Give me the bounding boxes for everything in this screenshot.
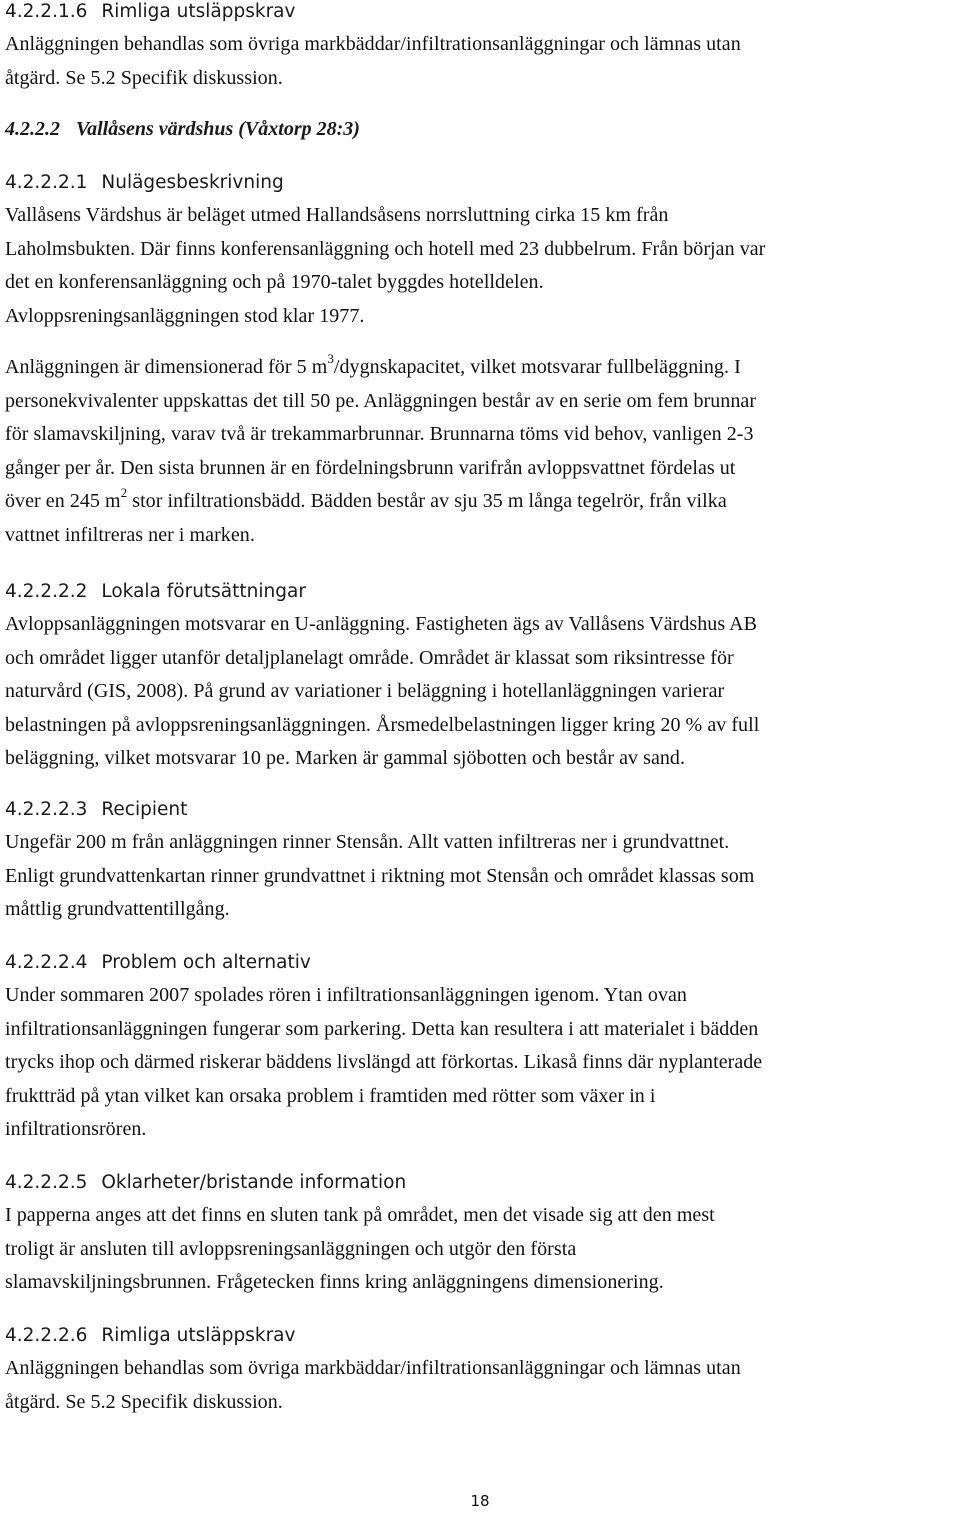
paragraph: Anläggningen är dimensionerad för 5 $m^3$/dygnskapacitet, vilket motsvarar fullbeläggning. I personekvivalenter uppskattas det till 50 pe. Anläggningen består av en serie om fem brunnar för slamavskiljning, varav två är trekammarbrunnar. Brunnarna töms vid behov, vanligen 2-3 gånger per år. Den sista brunnen är en fördelningsbrunn varifrån avloppsvattnet fördelas ut över en 245 $m^2$ stor infiltrationsbädd. Bädden består av sju 35 m långa tegelrör, från vilka vattnet infiltreras ner i marken. [5,351,757,546]
section-4-2-2-2-4 [5,950,762,1147]
heading-rimliga-utslappskrav-2: 4.2.2.2.6 Rimliga utsläppskrav [5,1325,296,1346]
paragraph: Vallåsens Värdshus är beläget utmed Hallandsåsens norrsluttning cirka 15 km från Laholmsbukten. Där finns konferensanläggning och hotell med 23 dubbelrum. Från början var det en konferensanläggning och på 1970-talet byggdes hotelldelen. Avloppsreningsanläggningen stod klar 1977. [5,204,766,327]
heading-lokala-forutsattningar: 4.2.2.2.2 Lokala förutsättningar [5,581,306,602]
paragraph: Ungefär 200 m från anläggningen rinner Stensån. Allt vatten infiltreras ner i grundvattnet. Enligt grundvattenkartan rinner grundvattnet i riktning mot Stensån och området klassas som måttlig grundvattentillgång. [5,831,755,920]
heading-vallasens-vardshus: 4.2.2.2 Vallåsens värdshus (Våxtorp 28:3) [5,118,360,140]
section-4-2-2-2-6 [5,1323,741,1419]
section-4-2-2-2-2 [5,579,759,776]
heading-rimliga-utslappskrav-1: 4.2.2.1.6 Rimliga utsläppskrav [5,1,296,22]
section-4-2-2-2 [5,116,360,142]
section-4-2-2-2-5 [5,1170,715,1300]
paragraph: I papperna anges att det finns en sluten tank på området, men det visade sig att den mest troligt är ansluten till avloppsreningsanläggningen och utgör den första slamavskiljningsbrunnen. Frågetecken finns kring anläggningens dimensionering. [5,1204,715,1293]
section-4-2-2-2-3 [5,797,754,927]
section-4-2-2-2-1 [5,170,765,552]
paragraph: Anläggningen behandlas som övriga markbäddar/infiltrationsanläggningar och lämnas utan åtgärd. Se 5.2 Specifik diskussion. [5,1357,741,1413]
heading-oklarheter: 4.2.2.2.5 Oklarheter/bristande information [5,1172,407,1193]
heading-nulagesbeskrivning: 4.2.2.2.1 Nulägesbeskrivning [5,172,284,193]
heading-problem-och-alternativ: 4.2.2.2.4 Problem och alternativ [5,952,311,973]
paragraph: Avloppsanläggningen motsvarar en U-anläggning. Fastigheten ägs av Vallåsens Värdshus AB och området ligger utanför detaljplanelagt område. Området är klassat som riksintresse för naturvård (GIS, 2008). På grund av variationer i beläggning i hotellanläggningen varierar belastningen på avloppsreningsanläggningen. Årsmedelbelastningen ligger kring 20 % av full beläggning, vilket motsvarar 10 pe. Marken är gammal sjöbotten och består av sand. [5,613,760,769]
paragraph: Under sommaren 2007 spolades rören i infiltrationsanläggningen igenom. Ytan ovan infiltrationsanläggningen fungerar som parkering. Detta kan resultera i att materialet i bädden trycks ihop och därmed riskerar bäddens livslängd att förkortas. Likaså finns där nyplanterade fruktträd på ytan vilket kan orsaka problem i framtiden med rötter som växer in i infiltrationsrören. [5,984,763,1140]
paragraph: Anläggningen behandlas som övriga markbäddar/infiltrationsanläggningar och lämnas utan åtgärd. Se 5.2 Specifik diskussion. [5,33,741,89]
page-number: 18 [470,1492,490,1510]
section-4-2-2-1-6 [5,0,741,95]
heading-recipient: 4.2.2.2.3 Recipient [5,799,188,820]
